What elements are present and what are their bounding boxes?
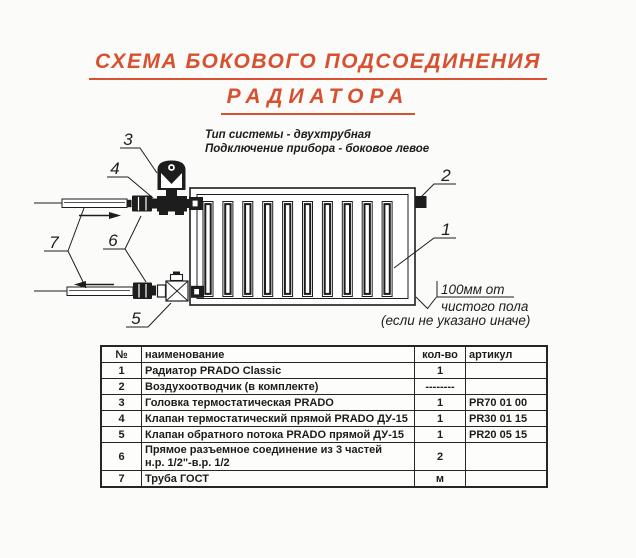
part-label-7: 7 xyxy=(49,233,59,252)
cell-name: Клапан термостатический прямой PRADO ДУ-15 xyxy=(142,411,415,427)
radiator-body xyxy=(190,188,415,305)
table-row xyxy=(101,427,547,443)
table-header-row xyxy=(101,346,547,363)
leader-4 xyxy=(107,177,153,198)
cell-num: 3 xyxy=(101,395,142,411)
cell-name-line1: Прямое разъемное соединение из 3 частей xyxy=(145,444,383,456)
cell-name-line2: н.р. 1/2"-в.р. 1/2 xyxy=(145,456,230,469)
cell-name: Головка термостатическая PRADO xyxy=(142,395,415,411)
col-header-num: № xyxy=(101,346,142,363)
cell-name: Клапан обратного потока PRADO прямой ДУ-15 xyxy=(142,427,415,443)
table-row xyxy=(101,363,547,379)
cell-name: Радиатор PRADO Classic xyxy=(142,363,415,379)
floor-note-line3: (если не указано иначе) xyxy=(381,313,531,328)
cell-num: 5 xyxy=(101,427,142,443)
cell-num: 2 xyxy=(101,379,142,395)
cell-article: PR70 01 00 xyxy=(466,395,548,411)
cell-name: Воздухоотводчик (в комплекте) xyxy=(142,379,415,395)
part-label-3: 3 xyxy=(123,130,133,149)
cell-article xyxy=(466,379,548,395)
pipe-top xyxy=(62,199,132,208)
cell-num: 7 xyxy=(101,471,142,488)
air-vent xyxy=(415,196,427,208)
leader-6b xyxy=(125,249,146,282)
leader-2 xyxy=(421,184,456,197)
thermostatic-valve xyxy=(157,196,192,215)
cell-qty: 1 xyxy=(415,411,466,427)
leader-3 xyxy=(120,148,157,173)
table-row xyxy=(101,411,547,427)
floor-note-line1: 100мм от xyxy=(441,282,505,297)
cell-article xyxy=(466,443,548,471)
part-label-1: 1 xyxy=(441,220,451,239)
cell-qty: 1 xyxy=(415,363,466,379)
table-row xyxy=(101,379,547,395)
part-label-2: 2 xyxy=(441,166,451,185)
col-header-name: наименование xyxy=(142,346,415,363)
connection-type-note: Подключение прибора - боковое левое xyxy=(205,142,430,155)
union-fitting-bottom xyxy=(133,283,156,300)
cell-article xyxy=(466,363,548,379)
cell-qty: -------- xyxy=(415,379,466,395)
cell-num: 1 xyxy=(101,363,142,379)
col-header-qty: кол-во xyxy=(415,346,466,363)
pipe-bottom xyxy=(67,287,133,296)
radiator-connection-boss-bottom xyxy=(191,286,204,298)
cell-name: Труба ГОСТ xyxy=(142,471,415,488)
cell-qty: 1 xyxy=(415,427,466,443)
parts-table xyxy=(100,345,548,488)
cell-name xyxy=(142,443,415,471)
cell-article: PR30 01 15 xyxy=(466,411,548,427)
thermostatic-head xyxy=(158,161,186,197)
return-valve xyxy=(158,272,189,302)
cell-num: 6 xyxy=(101,443,142,471)
cell-num: 4 xyxy=(101,411,142,427)
col-header-article: артикул xyxy=(466,346,548,363)
cell-qty: 2 xyxy=(415,443,466,471)
cell-article xyxy=(466,471,548,488)
cell-qty: 1 xyxy=(415,395,466,411)
floor-note-line2: чистого пола xyxy=(441,299,529,314)
leader-7b xyxy=(68,251,86,288)
union-fitting-top xyxy=(132,196,157,212)
title-line-2: РАДИАТОРА xyxy=(221,85,416,115)
table-row xyxy=(101,395,547,411)
floor-level-symbol xyxy=(416,297,437,309)
system-type-note: Тип системы - двухтрубная xyxy=(205,129,371,141)
part-label-5: 5 xyxy=(131,309,141,328)
table-row xyxy=(101,471,547,488)
part-label-6: 6 xyxy=(108,231,118,250)
part-label-4: 4 xyxy=(110,159,120,178)
cell-article: PR20 05 15 xyxy=(466,427,548,443)
flow-arrow-in xyxy=(79,212,121,219)
cell-qty: м xyxy=(415,471,466,488)
table-row xyxy=(101,443,547,471)
title-line-1: СХЕМА БОКОВОГО ПОДСОЕДИНЕНИЯ xyxy=(89,50,547,80)
